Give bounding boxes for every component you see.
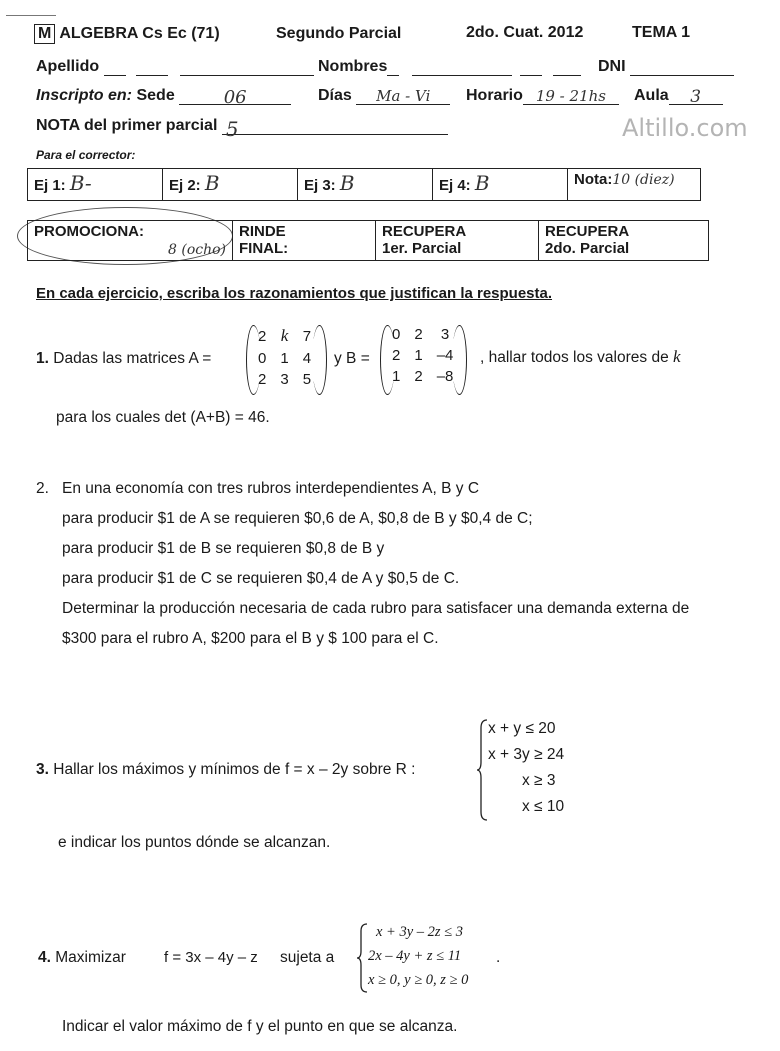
instruction: En cada ejercicio, escriba los razonamientos que justifican la respuesta. [36, 285, 553, 302]
inscripto-row [36, 87, 291, 108]
corrector-label: Para el corrector: [36, 148, 136, 162]
matrix-b-cell: –8 [436, 368, 454, 385]
exercise1-tail [480, 342, 681, 373]
ej4-label: Ej 4: [439, 177, 471, 194]
inscripto-label: Inscripto en: [36, 87, 133, 104]
matrix-b [384, 323, 461, 388]
rinde-line1: RINDE [239, 223, 286, 240]
grade-cell-ej3[interactable] [298, 169, 433, 201]
exercise3-constraints [488, 716, 564, 820]
nombres-blank-1[interactable] [387, 58, 399, 76]
horario-label: Horario [466, 87, 523, 104]
exercise2-line: $300 para el rubro A, $200 para el B y $ 100 para el C. [62, 630, 439, 647]
exam-title: Segundo Parcial [276, 25, 402, 42]
header-course-line [34, 24, 220, 44]
matrix-b-cell: 2 [392, 347, 401, 364]
ej3-label: Ej 3: [304, 177, 336, 194]
exercise1-intro-text: Dadas las matrices A = [53, 350, 212, 367]
nombres-blank-3[interactable] [520, 58, 542, 76]
matrix-a-cell: 0 [258, 350, 267, 367]
exercise4-brace [356, 922, 368, 994]
recupera2-line1: RECUPERA [545, 223, 630, 240]
grade-cell-nota[interactable] [568, 169, 701, 201]
exercise3-constraint: x + 3y ≥ 24 [488, 746, 565, 763]
top-corner-line [6, 15, 56, 16]
matrix-a-cell: 2 [258, 371, 267, 388]
exercise2-body [62, 474, 689, 654]
ej3-value: B [339, 171, 355, 195]
apellido-label: Apellido [36, 58, 100, 75]
aula-field[interactable]: 3 [669, 87, 723, 105]
recupera1-line2: 1er. Parcial [382, 240, 462, 257]
sede-field[interactable]: 06 [179, 87, 291, 105]
exercise3-statement: Hallar los máximos y mínimos de f = x – 2y sobre R : [53, 761, 416, 778]
dni-row [598, 58, 734, 76]
status-table [27, 220, 709, 261]
matrix-a-cell: 3 [280, 371, 289, 388]
exercise2-line: para producir $1 de A se requieren $0,6 de A, $0,8 de B y $0,4 de C; [62, 510, 533, 527]
exercise1-and: y B = [334, 350, 370, 367]
nota-label: Nota: [574, 171, 613, 188]
matrix-a-cell: k [280, 326, 289, 345]
matrix-b-cell: 2 [414, 326, 423, 343]
dni-label: DNI [598, 58, 626, 75]
ej2-value: B [204, 171, 220, 195]
exercise3-line2: e indicar los puntos dónde se alcanzan. [58, 834, 331, 851]
promociona-cell[interactable] [28, 221, 233, 261]
exercise4-text [38, 943, 126, 973]
nombres-label: Nombres [318, 58, 388, 75]
recupera2-cell[interactable] [539, 221, 709, 261]
matrix-a-right-paren [312, 325, 327, 395]
exercise4-constraints [368, 920, 468, 992]
matrix-b-cell: 3 [440, 326, 450, 343]
exercise1-number: 1. [36, 350, 49, 367]
exercise4-number: 4. [38, 949, 51, 966]
nombres-blank-4[interactable] [553, 58, 581, 76]
exercise1-line2: para los cuales det (A+B) = 46. [56, 409, 270, 426]
recupera2-line2: 2do. Parcial [545, 240, 630, 257]
exercise3-text [36, 755, 415, 785]
exercise2-number: 2. [36, 480, 49, 497]
dias-field[interactable]: Ma - Vi [356, 87, 450, 105]
exercise1-var: k [673, 347, 681, 366]
exercise4-objective: f = 3x – 4y – z [164, 949, 258, 966]
promociona-value: 8 (ocho) [168, 242, 226, 258]
matrix-b-right-paren [452, 325, 467, 395]
exercise4-subject: sujeta a [280, 949, 335, 966]
watermark: Altillo.com [622, 114, 748, 142]
dni-blank[interactable] [630, 58, 734, 76]
nota-primer-field[interactable]: 5 [222, 117, 448, 135]
exercise4-line2: Indicar el valor máximo de f y el punto en que se alcanza. [62, 1018, 458, 1035]
exercise2-line: Determinar la producción necesaria de cada rubro para satisfacer una demanda externa de [62, 600, 690, 617]
exercise1-intro [36, 344, 211, 374]
apellido-row [36, 58, 314, 76]
matrix-a-cell: 7 [302, 327, 312, 345]
ej1-label: Ej 1: [34, 177, 66, 194]
exercise4-constraint: x ≥ 0, y ≥ 0, z ≥ 0 [368, 972, 469, 988]
recupera1-cell[interactable] [376, 221, 539, 261]
sede-label: Sede [136, 87, 175, 104]
exercise3-number: 3. [36, 761, 49, 778]
grade-cell-ej2[interactable] [163, 169, 298, 201]
term-label: 2do. Cuat. 2012 [466, 24, 584, 41]
apellido-blank-3[interactable] [180, 58, 314, 76]
tema-label: TEMA 1 [632, 24, 691, 41]
matrix-b-cell: 0 [392, 326, 401, 343]
exercise4-constraint: 2x – 4y + z ≤ 11 [368, 948, 462, 964]
exercise1-tail-text: , hallar todos los valores de [480, 349, 669, 366]
nota-primer-row [36, 117, 448, 141]
grade-cell-ej1[interactable] [28, 169, 163, 201]
rinde-final-cell[interactable] [233, 221, 376, 261]
grade-cell-ej4[interactable] [433, 169, 568, 201]
tema-box-letter: M [34, 24, 55, 44]
exercise2-line: En una economía con tres rubros interdependientes A, B y C [62, 480, 480, 497]
nombres-blank-2[interactable] [412, 58, 512, 76]
rinde-line2: FINAL: [239, 240, 289, 257]
aula-row [634, 87, 723, 105]
matrix-b-cell: 1 [414, 347, 423, 364]
exercise3-constraint: x ≥ 3 [522, 772, 556, 789]
matrix-a-cell: 1 [280, 350, 289, 367]
ej2-label: Ej 2: [169, 177, 201, 194]
exercise2-line: para producir $1 de B se requieren $0,8 de B y [62, 540, 385, 557]
matrix-b-cell: 1 [392, 368, 401, 385]
matrix-b-cell: –4 [436, 347, 454, 364]
horario-row [466, 87, 619, 105]
nota-primer-label: NOTA del primer parcial [36, 117, 218, 134]
exercise4-period: . [496, 949, 501, 966]
nota-value: 10 (diez) [612, 172, 675, 188]
exercise3-constraint: x ≤ 10 [522, 798, 565, 815]
matrix-a-cell: 5 [302, 371, 312, 388]
ej4-value: B [474, 171, 490, 195]
matrix-a-cell: 2 [258, 327, 267, 345]
promociona-label: PROMOCIONA: [34, 223, 144, 240]
recupera1-line1: RECUPERA [382, 223, 467, 240]
matrix-b-cell: 2 [414, 368, 423, 385]
grades-table [27, 168, 701, 201]
ej1-value: B- [69, 171, 92, 195]
exercise4-statement: Maximizar [55, 949, 126, 966]
horario-field[interactable]: 19 - 21hs [523, 87, 619, 105]
matrix-a-cell: 4 [302, 350, 312, 367]
apellido-blank-2[interactable] [136, 58, 168, 76]
exercise4-constraint: x + 3y – 2z ≤ 3 [376, 924, 464, 940]
exercise3-constraint: x + y ≤ 20 [488, 720, 556, 737]
dias-label: Días [318, 87, 352, 104]
nombres-row [318, 58, 581, 76]
exercise2-line: para producir $1 de C se requieren $0,4 de A y $0,5 de C. [62, 570, 460, 587]
course-title: ALGEBRA Cs Ec (71) [59, 25, 220, 42]
matrix-a [250, 323, 319, 391]
aula-label: Aula [634, 87, 669, 104]
exercise3-brace [476, 718, 488, 822]
dias-row [318, 87, 450, 105]
apellido-blank-1[interactable] [104, 58, 126, 76]
